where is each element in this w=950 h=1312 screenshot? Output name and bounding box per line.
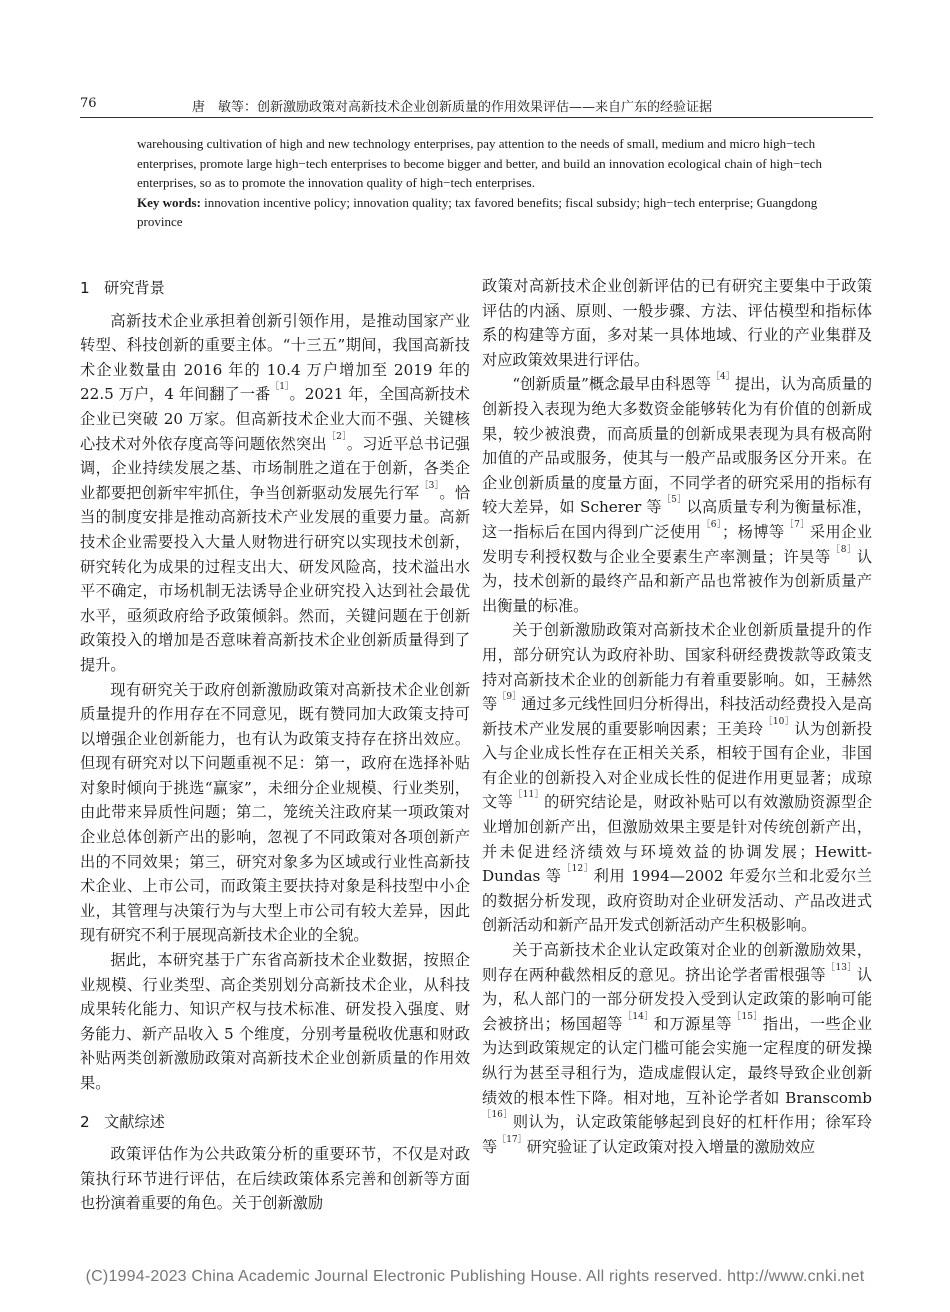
citation: ［15］ — [732, 1011, 763, 1022]
paragraph: 政策对高新技术企业创新评估的已有研究主要集中于政策评估的内涵、原则、一般步骤、方法、评估模型和指标体系的构建等方面，多对某一具体地域、行业的产业集群及对应政策效果进行评估。 — [482, 277, 872, 369]
keywords-list: innovation incentive policy; innovation quality; tax favored benefits; fiscal subsidy; high−tech enterprise; Guangdong province — [137, 194, 818, 229]
citation: ［16］ — [482, 1110, 513, 1121]
citation: ［6］ — [701, 519, 722, 530]
citation: ［14］ — [622, 1011, 654, 1022]
copyright-footer: (C)1994-2023 China Academic Journal Electronic Publishing House. All rights reserved. http://www.cnki.net — [85, 1268, 865, 1285]
keywords-label: Key words: — [137, 194, 201, 210]
paragraph: “创新质量”概念最早由科恩等$^{[4]}$提出，认为高质量的创新投入表现为绝大多数资金能够转化为有价值的创新成果，较少被浪费，而高质量的创新成果表现为具有极高附加值的产品或服务，使其与一般产品或服务区分开来。在企业创新质量的度量方面，不同学者的研究采用的指标有较大差异，如 Scherer 等$^{[5]}$以高质量专利为衡量标准，这一指标后在国内得到广泛使用$^{[6]}$；杨博等$^{[7]}$采用企业发明专利授权数与企业全要素生产率测量；许昊等$^{[8]}$认为，技术创新的最终产品和新产品也常被作为创新质量产出衡量的标准。 — [482, 372, 873, 615]
citation: ［1］ — [270, 382, 290, 393]
paragraph: 关于创新激励政策对高新技术企业创新质量提升的作用，部分研究认为政府补助、国家科研经费拨款等政策支持对高新技术企业的创新能力有着重要影响。如，王赫然等$^{[9]}$通过多元线性回归分析得出，科技活动经费投入是高新技术产业发展的重要影响因素；王美玲$^{[10]}$认为创新投入与企业成长性存在正相关关系，相较于国有企业，非国有企业的创新投入对企业成长性的促进作用更显著；成琼文等$^{[11]}$的研究结论是，财政补贴可以有效激励资源型企业增加创新产出，但激励效果主要是针对传统创新产出，并未促进经济绩效与环境效益的协调发展；Hewitt-Dundas 等$^{[12]}$利用 1994—2002 年爱尔兰和北爱尔兰的数据分析发现，政府资助对企业研发活动、产品改进式创新活动和新产品开发式创新活动产生积极影响。 — [482, 621, 873, 935]
right-column — [482, 274, 872, 1159]
running-title: 唐 敏等：创新激励政策对高新技术企业创新质量的作用效果评估——来自广东的经验证据 — [192, 100, 713, 115]
citation: ［7］ — [784, 519, 810, 530]
paragraph: 现有研究关于政府创新激励政策对高新技术企业创新质量提升的作用存在不同意见，既有赞同加大政策支持可以增强企业创新能力，也有认为政策支持存在挤出效应。但现有研究对以下问题重视不足：第一，政府在选择补贴对象时倾向于挑选“赢家”，未细分企业规模、行业类别，由此带来异质性问题；第二，笼统关注政府某一项政策对企业总体创新产出的影响，忽视了不同政策对各项创新产出的不同效果；第三，研究对象多为区域或行业性高新技术企业、上市公司，而政策主要扶持对象是科技型中小企业，其管理与决策行为与大型上市公司有较大差异，因此现有研究不利于展现高新技术企业的全貌。 — [80, 680, 470, 945]
citation: ［10］ — [763, 716, 795, 727]
citation: ［4］ — [710, 372, 735, 383]
paragraph: 政策评估作为公共政策分析的重要环节，不仅是对政策执行环节进行评估，在后续政策体系完善和创新等方面也扮演着重要的角色。关于创新激励 — [80, 1145, 470, 1213]
citation: ［2］ — [326, 431, 347, 442]
running-header — [80, 95, 873, 118]
section-number: 1 — [80, 279, 90, 297]
citation: ［9］ — [497, 692, 522, 703]
abstract-text: warehousing cultivation of high and new technology enterprises, pay attention to the needs of small, medium and micro high−tech enterprises, promote large high−tech enterprises to become bigger and better, and build an innovation ecological chain of high−tech enterprises, so as to promote the innovation quality of high−tech enterprises. — [137, 136, 822, 190]
citation: ［8］ — [831, 544, 857, 555]
section-title: 文献综述 — [104, 1112, 165, 1131]
citation: ［5］ — [661, 495, 687, 506]
paragraph: 据此，本研究基于广东省高新技术企业数据，按照企业规模、行业类型、高企类别划分高新技术企业，从科技成果转化能力、知识产权与技术标准、研发投入强度、财务能力、新产品收入 5 个维度，分别考量税收优惠和财政补贴两类创新激励政策对高新技术企业创新质量的作用效果。 — [80, 951, 470, 1092]
citation: ［17］ — [497, 1134, 527, 1145]
keywords — [137, 193, 827, 232]
paragraph: 关于高新技术企业认定政策对企业的创新激励效果，则存在两种截然相反的意见。挤出论学者雷根强等$^{[13]}$认为，私人部门的一部分研发投入受到认定政策的影响可能会被挤出；杨国超等$^{[14]}$和万源星等$^{[15]}$指出，一些企业为达到政策规定的认定门槛可能会实施一定程度的研发操纵行为甚至寻租行为，造成虚假认定，最终导致企业创新绩效的根本性下降。相对地，互补论学者如 Branscomb$^{[16]}$则认为，认定政策能够起到良好的杠杆作用；徐军玲等$^{[17]}$研究验证了认定政策对投入增量的激励效应 — [482, 941, 873, 1156]
page-number: 76 — [80, 96, 97, 111]
citation: ［3］ — [419, 480, 440, 491]
english-abstract — [137, 134, 827, 232]
citation: ［13］ — [826, 962, 857, 973]
citation: ［11］ — [513, 790, 545, 801]
section-heading-2 — [80, 1110, 470, 1135]
paragraph: 高新技术企业承担着创新引领作用，是推动国家产业转型、科技创新的重要主体。“十三五”期间，我国高新技术企业数量由 2016 年的 10.4 万户增加至 2019 年的 22.5 万户，4 年间翻了一番$^{[1]}$。2021 年，全国高新技术企业已突破 20 万家。但高新技术企业大而不强、关键核心技术对外依存度高等问题依然突出$^{[2]}$。习近平总书记强调，企业持续发展之基、市场制胜之道在于创新，各类企业都要把创新牢牢抓住，争当创新驱动发展先行军$^{[3]}$。恰当的制度安排是推动高新技术产业发展的重要力量。高新技术企业需要投入大量人财物进行研究以实现技术创新，研究转化为成果的过程支出大、研发风险高，技术溢出水平不确定，市场机制无法诱导企业研究投入达到社会最优水平，亟须政府给予政策倾斜。然而，关键问题在于创新政策投入的增加是否意味着高新技术企业创新质量得到了提升。 — [80, 311, 471, 674]
citation: ［12］ — [561, 864, 594, 875]
section-title: 研究背景 — [104, 279, 165, 297]
section-number: 2 — [80, 1112, 90, 1131]
left-column — [80, 272, 470, 1216]
section-heading-1 — [80, 276, 470, 301]
